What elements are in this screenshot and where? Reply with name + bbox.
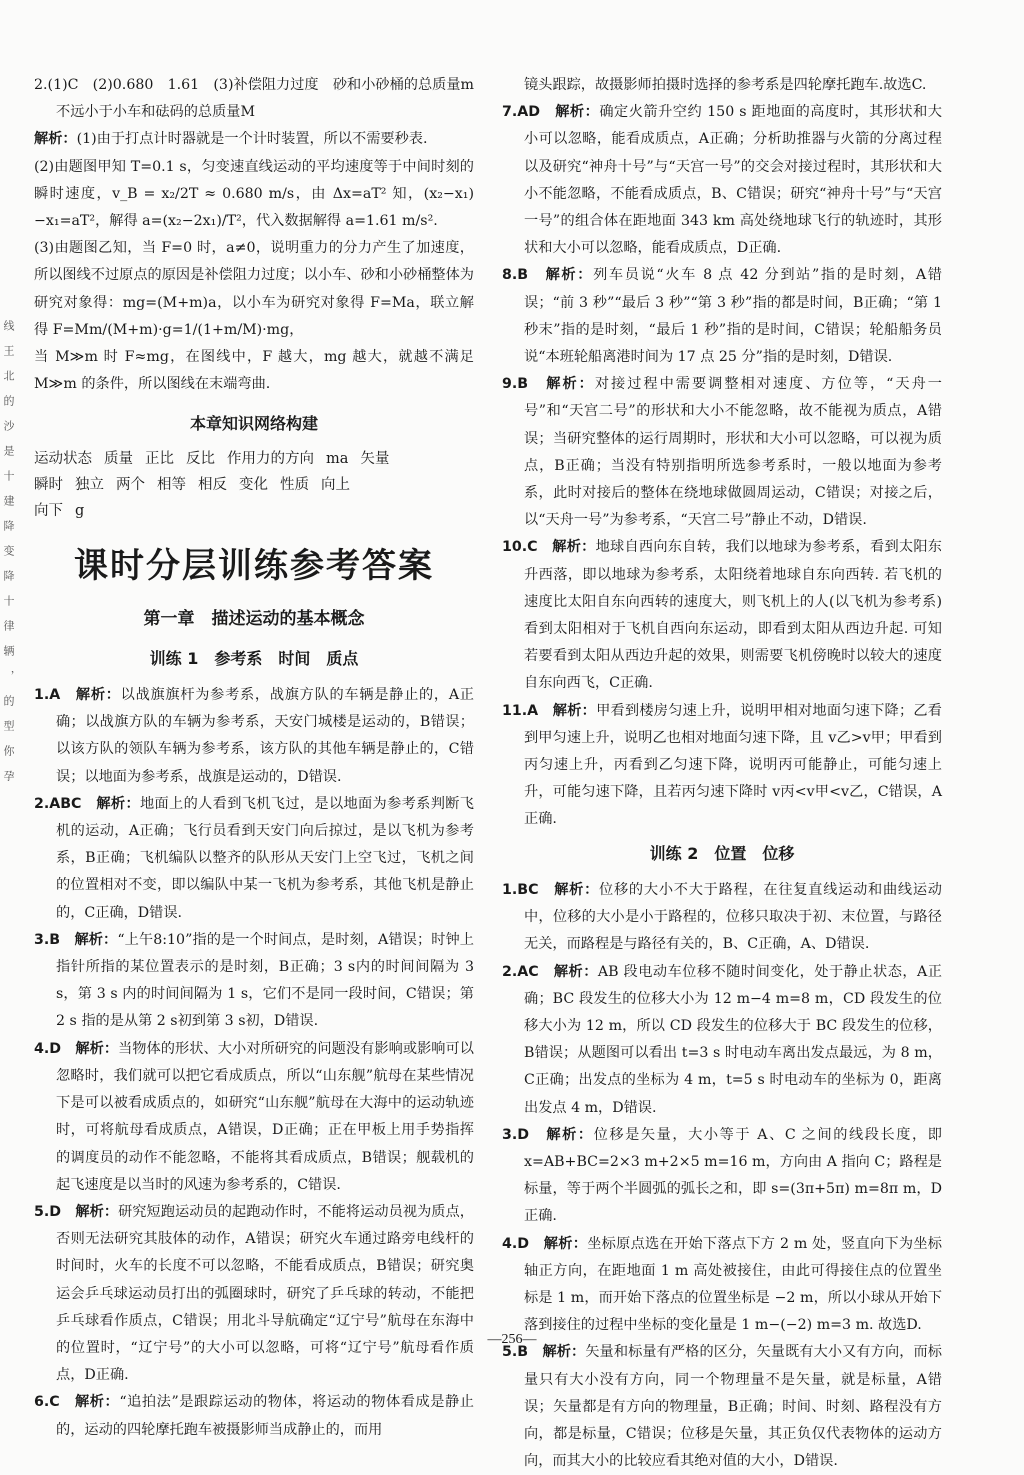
answer-item xyxy=(34,1389,474,1443)
analysis-label: 解析： xyxy=(75,1203,119,1220)
answer-q2-p1: 解析：(1)由于打点计时器就是一个计时装置，所以不需要秒表. xyxy=(34,131,428,148)
analysis-label: 解析： xyxy=(75,687,121,704)
answer-number: 6. xyxy=(34,1394,50,1411)
answer-number: 5. xyxy=(502,1344,518,1361)
answer-item xyxy=(502,99,942,262)
analysis-label: 解析： xyxy=(545,267,594,284)
answer-choice: B xyxy=(517,376,529,393)
analysis-label: 解析： xyxy=(542,1344,586,1361)
answer-choice: AD xyxy=(517,104,541,121)
analysis-label: 解析： xyxy=(553,963,598,980)
answer-item xyxy=(502,371,942,534)
answer-text: 地球自西向东自转，我们以地球为参考系，看到太阳东升西落，即以地球为参考系，太阳绕着地球自东向西转. 若飞机的速度比太阳自东向西转的速度大，则飞机上的人(以飞机为参考系)看到太阳相对于飞机自西向东运动，即看到太阳从西边升起. 可知若要看到太阳从西边升起的效果，则需要飞机傍晚时以较大的速度自东向西飞，C正确. xyxy=(524,539,942,692)
answer-q2-p3: (3)由题图乙知，当 F=0 时，a≠0，说明重力的分力产生了加速度，所以图线不过原点的原因是补偿阻力过度；以小车、砂和小砂桶整体为研究对象得：mg=(M+m)a，以小车为研究对象得 F=Ma，联立解得 F=Mm/(M+m)·g=1/(1+m/M)·mg， xyxy=(34,240,474,338)
answer-text: 位移是矢量，大小等于 A、C 之间的线段长度，即 x=AB+BC=2×3 m+2×5 m=16 m，方向由 A 指向 C；路程是标量，等于两个半圆弧的弧长之和，即 s=(3π+5π) m=8π m，D正确. xyxy=(524,1126,942,1225)
answer-number: 2. xyxy=(34,795,50,812)
keyword-row-1: 运动状态 质量 正比 反比 作用力的方向 ma 矢量 xyxy=(34,450,390,467)
answer-choice: ABC xyxy=(49,795,82,812)
keyword-block xyxy=(34,446,474,524)
answer-number: 9. xyxy=(502,376,518,393)
answer-number: 8. xyxy=(502,267,518,284)
answer-choice: C xyxy=(527,539,538,556)
answer-item xyxy=(34,1199,474,1389)
answer-choice: B xyxy=(517,1344,529,1361)
answer-text: 研究短跑运动员的起跑动作时，不能将运动员视为质点，否则无法研究其肢体的动作，A错误；研究火车通过路旁电线杆的时间时，火车的长度不可以忽略，不能看成质点，B错误；研究奥运会乒乓球运动员打出的弧圈球时，研究了乒乓球的转动，不能把乒乓球看作质点，C错误；用北斗导航确定“辽宁号”航母在东海中的位置时，“辽宁号”的大小可以忽略，可将“辽宁号”航母看作质点，D正确. xyxy=(56,1203,474,1384)
analysis-label: 解析： xyxy=(546,1126,594,1143)
analysis-label: 解析： xyxy=(546,376,595,393)
analysis-label: 解析： xyxy=(555,104,600,121)
answer-text: 对接过程中需要调整相对速度、方位等，“天舟一号”和“天宫二号”的形状和大小不能忽略，故不能视为质点，A错误；当研究整体的运行周期时，形状和大小可以忽略，可以视为质点，B正确；当没有特别指明所选参考系时，一般以地面为参考系，此时对接后的整体在绕地球做圆周运动，C错误；对接之后，以“天舟一号”为参考系，“天宫二号”静止不动，D错误. xyxy=(524,376,942,529)
answer-text: 地面上的人看到飞机飞过，是以地面为参考系判断飞机的运动，A正确；飞行员看到天安门向后掠过，是以飞机为参考系，B正确；飞机编队以整齐的队形从天安门上空飞过，飞机之间的位置相对不变，即以编队中某一飞机为参考系，其他飞机是静止的，C正确，D错误. xyxy=(56,795,474,921)
analysis-label: 解析： xyxy=(74,931,118,948)
answer-number: 5. xyxy=(34,1203,50,1220)
answer-number: 11. xyxy=(502,702,528,719)
analysis-label: 解析： xyxy=(96,795,140,812)
answer-text: 甲看到楼房匀速上升，说明甲相对地面匀速下降；乙看到甲匀速上升，说明乙也相对地面匀速下降，且 v乙>v甲；甲看到丙匀速上升，丙看到乙匀速下降，说明丙可能静止，可能匀速上升，可能匀速下降，且若丙匀速下降时 v丙<v甲<v乙，C错误，A正确. xyxy=(524,702,942,828)
answer-item xyxy=(34,927,474,1036)
binding-margin-text: 线王北的沙是十建降变降十律辆，的型你孕 xyxy=(2,320,15,795)
answer-6-continued: 镜头跟踪，故摄影师拍摄时选择的参考系是四轮摩托跑车.故选C. xyxy=(524,77,927,93)
left-column xyxy=(34,72,474,1444)
answer-choice: B xyxy=(517,267,529,284)
analysis-label: 解析： xyxy=(554,881,600,898)
answer-number: 1. xyxy=(34,687,50,704)
knowledge-network-title: 本章知识网络构建 xyxy=(189,414,318,434)
answer-text: 坐标原点选在开始下落点下方 2 m 处，竖直向下为坐标轴正方向，在距地面 1 m 高处被接住，由此可得接住点的位置坐标是 1 m，而开始下落点的位置坐标是 −2 m，所以小球从开始下落到接住的过程中坐标的变化量是 1 m−(−2) m=3 m. 故选D. xyxy=(524,1235,942,1334)
right-column xyxy=(502,72,942,1475)
answer-item xyxy=(502,1122,942,1231)
answer-choice: D xyxy=(49,1040,62,1057)
answer-choice: D xyxy=(49,1203,62,1220)
answer-text: 确定火箭升空约 150 s 距地面的高度时，其形状和大小可以忽略，能看成质点，A正确；分析助推器与火箭的分离过程以及研究“神舟十号”与“天宫一号”的交会对接过程时，其形状和大小不能忽略，不能看成质点，B、C错误；研究“神舟十号”与“天宫一号”的组合体在距地面 343 km 高处绕地球飞行的轨迹时，其形状和大小可以忽略，能看成质点，D正确. xyxy=(524,104,942,257)
answer-number: 10. xyxy=(502,539,528,556)
big-title: 课时分层训练参考答案 xyxy=(74,545,434,586)
lesson-2-answers xyxy=(502,877,942,1475)
analysis-label: 解析： xyxy=(75,1394,120,1411)
answer-q2-head: 2.(1)C (2)0.680 1.61 (3)补偿阻力过度 砂和小砂桶的总质量m不远小于小车和砝码的总质量M xyxy=(34,77,474,121)
answer-item xyxy=(502,1231,942,1340)
answer-number: 3. xyxy=(34,931,50,948)
lesson-1-title: 训练 1 参考系 时间 质点 xyxy=(149,648,359,668)
answer-q2-p2: (2)由题图甲知 T=0.1 s，匀变速直线运动的平均速度等于中间时刻的瞬时速度，v_B = x₂/2T ≈ 0.680 m/s，由 Δx=aT² 知，(x₂−x₁)−x₁=aT²，解得 a=(x₂−2x₁)/T²，代入数据解得 a=1.61 m/s². xyxy=(34,158,474,230)
answer-number: 7. xyxy=(502,104,518,121)
analysis-label: 解析： xyxy=(552,539,596,556)
answer-text: “上午8:10”指的是一个时间点，是时刻，A错误；时钟上指针所指的某位置表示的是时刻，B正确；3 s内的时间间隔为 3 s，第 3 s 内的时间间隔为 1 s，它们不是同一段时间，C错误；第 2 s 指的是从第 2 s初到第 3 s初，D错误. xyxy=(56,931,474,1030)
answer-choice: BC xyxy=(517,881,539,898)
answer-item xyxy=(502,262,942,371)
chapter-title: 第一章 描述运动的基本概念 xyxy=(143,608,365,629)
keyword-row-3: 向下 g xyxy=(34,502,85,519)
answer-text: 当物体的形状、大小对所研究的问题没有影响或影响可以忽略时，我们就可以把它看成质点，所以“山东舰”航母在某些情况下是可以被看成质点的，如研究“山东舰”航母在大海中的运动轨迹时，可将航母看成质点，A错误，D正确；正在甲板上用手势指挥的调度员的动作不能忽略，不能将其看成质点，B错误；舰载机的起飞速度是以当时的风速为参考系的，C错误. xyxy=(56,1040,474,1193)
answer-choice: A xyxy=(49,687,61,704)
answer-item xyxy=(34,1036,474,1199)
answer-text: 列车员说“火车 8 点 42 分到站”指的是时刻，A错误；“前 3 秒”“最后 3 秒”“第 3 秒”指的都是时间，B正确；“第 1 秒末”指的是时刻，“最后 1 秒”指的是时间，C错误；轮船船务员说“本班轮船离港时间为 17 点 25 分”指的是时刻，D错误. xyxy=(524,267,942,366)
answer-text: 矢量和标量有严格的区分，矢量既有大小又有方向，而标量只有大小没有方向，同一个物理量不是矢量，就是标量，A错误；矢量都是有方向的物理量，B正确；时间、时刻、路程没有方向，都是标量，C错误；位移是矢量，其正负仅代表物体的运动方向，而其大小的比较应看其绝对值的大小，D错误. xyxy=(524,1344,942,1470)
analysis-label: 解析： xyxy=(543,1235,588,1252)
answer-text: 以战旗旗杆为参考系，战旗方队的车辆是静止的，A正确；以战旗方队的车辆为参考系，天安门城楼是运动的，B错误；以该方队的领队车辆为参考系，该方队的其他车辆是静止的，C错误；以地面为参考系，战旗是运动的，D错误. xyxy=(56,687,474,785)
answer-text: “追拍法”是跟踪运动的物体，将运动的物体看成是静止的，运动的四轮摩托跑车被摄影师当成静止的，而用 xyxy=(56,1394,474,1438)
answer-q2-p4: 当 M≫m 时 F≈mg，在图线中，F 越大，mg 越大，就越不满足 M≫m 的条件，所以图线在末端弯曲. xyxy=(34,349,474,393)
answer-choice: B xyxy=(49,931,61,948)
answer-item xyxy=(502,877,942,959)
answer-item xyxy=(502,959,942,1122)
answer-item xyxy=(34,791,474,927)
answer-choice: AC xyxy=(517,963,539,980)
page-number: —256— xyxy=(487,1332,537,1347)
answer-item xyxy=(34,682,474,791)
analysis-label: 解析： xyxy=(552,702,597,719)
answer-number: 1. xyxy=(502,881,518,898)
answer-item xyxy=(502,534,942,697)
answer-text: 位移的大小不大于路程，在往复直线运动和曲线运动中，位移的大小是小于路程的，位移只取决于初、末位置，与路径无关，而路程是与路径有关的，B、C正确，A、D错误. xyxy=(524,881,942,953)
answer-number: 4. xyxy=(502,1235,518,1252)
answer-choice: C xyxy=(49,1394,60,1411)
answer-number: 3. xyxy=(502,1126,518,1143)
lesson-1-answers-continued xyxy=(502,99,942,833)
answer-number: 4. xyxy=(34,1040,50,1057)
answer-number: 2. xyxy=(502,963,518,980)
answer-item xyxy=(502,1339,942,1475)
analysis-label: 解析： xyxy=(75,1040,119,1057)
answer-text: AB 段电动车位移不随时间变化，处于静止状态，A正确；BC 段发生的位移大小为 12 m−4 m=8 m，CD 段发生的位移大小为 12 m，所以 CD 段发生的位移大于 BC 段发生的位移，B错误；从题图可以看出 t=3 s 时电动车离出发点最远，为 8 m，C正确；出发点的坐标为 4 m，t=5 s 时电动车的坐标为 0，距离出发点 4 m，D错误. xyxy=(524,963,942,1116)
answer-choice: A xyxy=(527,702,539,719)
answer-item xyxy=(502,698,942,834)
keyword-row-2: 瞬时 独立 两个 相等 相反 变化 性质 向上 xyxy=(34,476,350,493)
answer-choice: D xyxy=(517,1126,530,1143)
lesson-2-title: 训练 2 位置 位移 xyxy=(649,843,795,863)
answer-choice: D xyxy=(517,1235,530,1252)
